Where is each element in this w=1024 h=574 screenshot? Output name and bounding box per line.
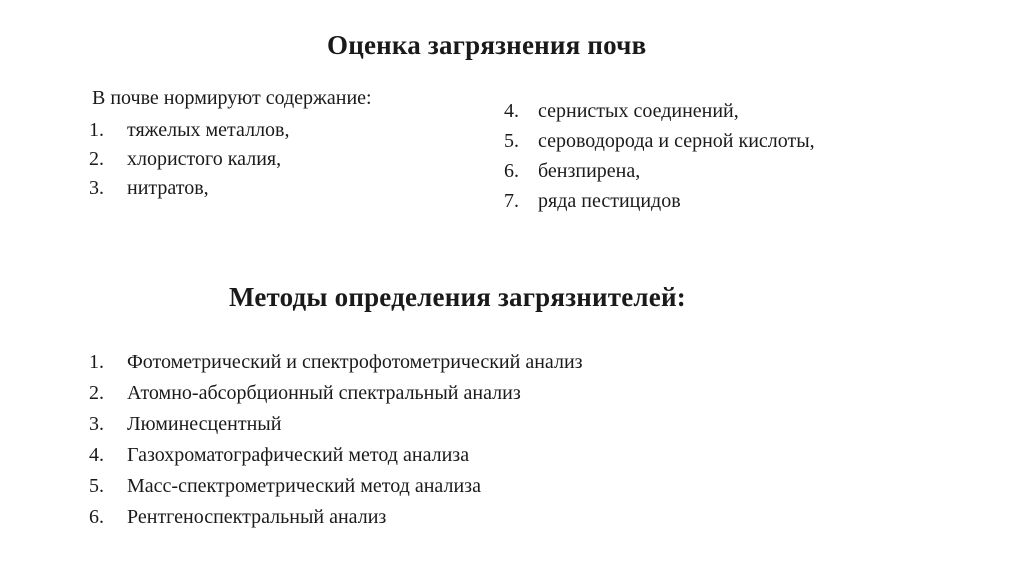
list-item xyxy=(88,471,583,502)
list-item-text: нитратов, xyxy=(127,177,209,199)
list-item-text: ряда пестицидов xyxy=(538,190,681,212)
list-item xyxy=(84,116,290,145)
list-item-number: 3. xyxy=(89,177,104,199)
list-item-text: сернистых соединений, xyxy=(538,100,739,122)
list-item-number: 1. xyxy=(89,119,104,141)
list-item-text: бензпирена, xyxy=(538,160,641,182)
list-item-number: 4. xyxy=(89,444,104,466)
list-item-number: 5. xyxy=(504,130,519,152)
list-item-text: Газохроматографический метод анализа xyxy=(127,444,470,466)
norm-list-right xyxy=(499,96,815,216)
list-item xyxy=(88,502,583,533)
list-item-text: тяжелых металлов, xyxy=(127,119,290,141)
intro-text: В почве нормируют содержание: xyxy=(92,87,372,109)
methods-list xyxy=(88,347,583,533)
list-item xyxy=(499,96,815,126)
list-item xyxy=(88,440,583,471)
list-item xyxy=(88,347,583,378)
list-item-text: Фотометрический и спектрофотометрический анализ xyxy=(127,351,583,373)
list-item-text: Рентгеноспектральный анализ xyxy=(127,506,387,528)
methods-title: Методы определения загрязнителей: xyxy=(229,282,686,312)
list-item-text: Масс-спектрометрический метод анализа xyxy=(127,475,481,497)
list-item xyxy=(88,378,583,409)
list-item-number: 2. xyxy=(89,382,104,404)
list-item-text: Атомно-абсорбционный спектральный анализ xyxy=(127,382,521,404)
list-item-text: сероводорода и серной кислоты, xyxy=(538,130,815,152)
list-item-number: 6. xyxy=(504,160,519,182)
list-item xyxy=(84,145,290,174)
norm-list-left xyxy=(84,116,290,203)
list-item-number: 4. xyxy=(504,100,519,122)
list-item xyxy=(84,174,290,203)
list-item xyxy=(499,156,815,186)
list-item xyxy=(499,126,815,156)
list-item-text: хлористого калия, xyxy=(127,148,282,170)
list-item xyxy=(499,186,815,216)
slide-title: Оценка загрязнения почв xyxy=(327,30,647,60)
list-item-text: Люминесцентный xyxy=(127,413,282,435)
list-item-number: 7. xyxy=(504,190,519,212)
list-item-number: 6. xyxy=(89,506,104,528)
list-item-number: 2. xyxy=(89,148,104,170)
list-item-number: 3. xyxy=(89,413,104,435)
list-item xyxy=(88,409,583,440)
list-item-number: 5. xyxy=(89,475,104,497)
list-item-number: 1. xyxy=(89,351,104,373)
